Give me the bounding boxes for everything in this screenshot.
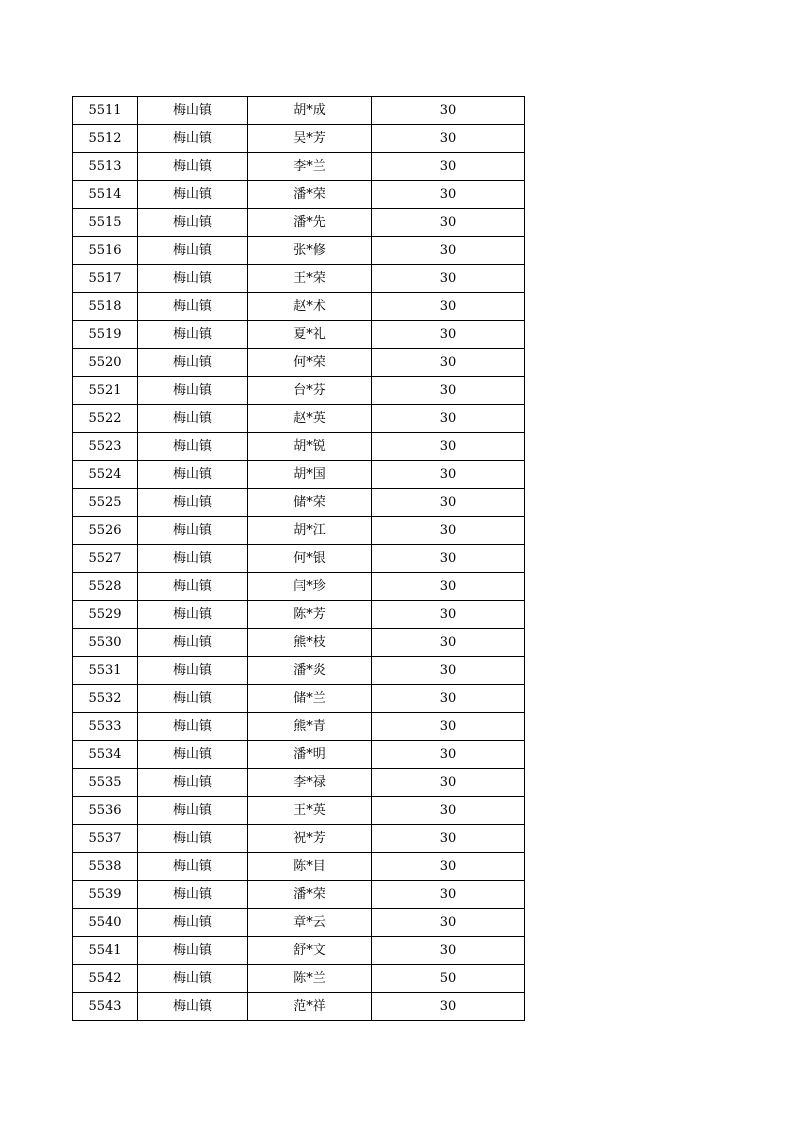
cell-id: 5531	[73, 657, 138, 685]
cell-name: 赵*英	[248, 405, 372, 433]
cell-town: 梅山镇	[138, 937, 248, 965]
table-row	[73, 461, 525, 489]
table-row	[73, 741, 525, 769]
cell-name: 李*禄	[248, 769, 372, 797]
cell-town: 梅山镇	[138, 433, 248, 461]
cell-id: 5530	[73, 629, 138, 657]
cell-id: 5527	[73, 545, 138, 573]
cell-name: 陈*目	[248, 853, 372, 881]
cell-amount: 30	[372, 293, 525, 321]
cell-name: 舒*文	[248, 937, 372, 965]
cell-town: 梅山镇	[138, 993, 248, 1021]
table-row	[73, 209, 525, 237]
cell-amount: 30	[372, 937, 525, 965]
cell-amount: 30	[372, 685, 525, 713]
table-row	[73, 405, 525, 433]
cell-amount: 30	[372, 517, 525, 545]
cell-town: 梅山镇	[138, 125, 248, 153]
cell-town: 梅山镇	[138, 853, 248, 881]
cell-amount: 30	[372, 181, 525, 209]
cell-amount: 30	[372, 797, 525, 825]
cell-name: 潘*明	[248, 741, 372, 769]
cell-town: 梅山镇	[138, 517, 248, 545]
cell-id: 5538	[73, 853, 138, 881]
table-row	[73, 349, 525, 377]
cell-id: 5543	[73, 993, 138, 1021]
cell-id: 5540	[73, 909, 138, 937]
cell-name: 胡*锐	[248, 433, 372, 461]
cell-town: 梅山镇	[138, 657, 248, 685]
cell-town: 梅山镇	[138, 321, 248, 349]
cell-town: 梅山镇	[138, 97, 248, 125]
cell-amount: 30	[372, 741, 525, 769]
cell-town: 梅山镇	[138, 797, 248, 825]
cell-name: 潘*荣	[248, 881, 372, 909]
cell-amount: 30	[372, 881, 525, 909]
cell-amount: 30	[372, 825, 525, 853]
cell-name: 储*荣	[248, 489, 372, 517]
table-row	[73, 881, 525, 909]
cell-id: 5524	[73, 461, 138, 489]
cell-town: 梅山镇	[138, 349, 248, 377]
cell-town: 梅山镇	[138, 237, 248, 265]
cell-name: 胡*江	[248, 517, 372, 545]
cell-amount: 30	[372, 461, 525, 489]
table-row	[73, 433, 525, 461]
cell-town: 梅山镇	[138, 601, 248, 629]
cell-amount: 30	[372, 489, 525, 517]
cell-name: 何*荣	[248, 349, 372, 377]
cell-id: 5518	[73, 293, 138, 321]
cell-town: 梅山镇	[138, 545, 248, 573]
table-row	[73, 853, 525, 881]
cell-name: 闫*珍	[248, 573, 372, 601]
cell-amount: 30	[372, 265, 525, 293]
cell-id: 5514	[73, 181, 138, 209]
cell-name: 祝*芳	[248, 825, 372, 853]
cell-town: 梅山镇	[138, 965, 248, 993]
cell-name: 范*祥	[248, 993, 372, 1021]
cell-name: 熊*青	[248, 713, 372, 741]
table-row	[73, 181, 525, 209]
table-row	[73, 713, 525, 741]
cell-id: 5539	[73, 881, 138, 909]
cell-town: 梅山镇	[138, 377, 248, 405]
cell-id: 5537	[73, 825, 138, 853]
table-row	[73, 797, 525, 825]
cell-name: 王*英	[248, 797, 372, 825]
cell-amount: 30	[372, 545, 525, 573]
cell-name: 赵*术	[248, 293, 372, 321]
table-row	[73, 489, 525, 517]
cell-id: 5535	[73, 769, 138, 797]
cell-id: 5520	[73, 349, 138, 377]
cell-id: 5511	[73, 97, 138, 125]
table-row	[73, 769, 525, 797]
cell-name: 潘*荣	[248, 181, 372, 209]
cell-town: 梅山镇	[138, 293, 248, 321]
cell-town: 梅山镇	[138, 265, 248, 293]
table-row	[73, 293, 525, 321]
cell-name: 胡*成	[248, 97, 372, 125]
cell-town: 梅山镇	[138, 461, 248, 489]
table-row	[73, 321, 525, 349]
cell-name: 何*银	[248, 545, 372, 573]
cell-amount: 30	[372, 629, 525, 657]
cell-name: 台*芬	[248, 377, 372, 405]
cell-id: 5512	[73, 125, 138, 153]
table-row	[73, 265, 525, 293]
cell-town: 梅山镇	[138, 713, 248, 741]
cell-town: 梅山镇	[138, 181, 248, 209]
cell-amount: 30	[372, 573, 525, 601]
cell-name: 胡*国	[248, 461, 372, 489]
cell-amount: 30	[372, 125, 525, 153]
cell-name: 章*云	[248, 909, 372, 937]
cell-name: 陈*兰	[248, 965, 372, 993]
table-row	[73, 825, 525, 853]
cell-id: 5541	[73, 937, 138, 965]
table-row	[73, 629, 525, 657]
table-row	[73, 237, 525, 265]
table-row	[73, 545, 525, 573]
cell-town: 梅山镇	[138, 741, 248, 769]
cell-town: 梅山镇	[138, 573, 248, 601]
cell-id: 5528	[73, 573, 138, 601]
cell-amount: 30	[372, 237, 525, 265]
cell-town: 梅山镇	[138, 153, 248, 181]
cell-id: 5515	[73, 209, 138, 237]
data-table	[72, 96, 525, 1021]
table-row	[73, 97, 525, 125]
cell-town: 梅山镇	[138, 629, 248, 657]
cell-id: 5534	[73, 741, 138, 769]
cell-name: 夏*礼	[248, 321, 372, 349]
cell-town: 梅山镇	[138, 489, 248, 517]
table-row	[73, 937, 525, 965]
cell-id: 5529	[73, 601, 138, 629]
table-row	[73, 573, 525, 601]
cell-amount: 30	[372, 713, 525, 741]
cell-amount: 30	[372, 769, 525, 797]
cell-id: 5522	[73, 405, 138, 433]
cell-amount: 30	[372, 153, 525, 181]
cell-id: 5542	[73, 965, 138, 993]
table-row	[73, 657, 525, 685]
table-row	[73, 153, 525, 181]
cell-town: 梅山镇	[138, 769, 248, 797]
cell-town: 梅山镇	[138, 825, 248, 853]
cell-name: 储*兰	[248, 685, 372, 713]
cell-amount: 30	[372, 209, 525, 237]
cell-amount: 30	[372, 97, 525, 125]
cell-town: 梅山镇	[138, 909, 248, 937]
cell-amount: 30	[372, 405, 525, 433]
cell-name: 吴*芳	[248, 125, 372, 153]
cell-id: 5516	[73, 237, 138, 265]
cell-town: 梅山镇	[138, 881, 248, 909]
table-row	[73, 601, 525, 629]
cell-id: 5525	[73, 489, 138, 517]
cell-amount: 30	[372, 853, 525, 881]
cell-id: 5536	[73, 797, 138, 825]
cell-id: 5517	[73, 265, 138, 293]
cell-amount: 50	[372, 965, 525, 993]
cell-id: 5513	[73, 153, 138, 181]
cell-amount: 30	[372, 349, 525, 377]
cell-id: 5532	[73, 685, 138, 713]
cell-name: 熊*枝	[248, 629, 372, 657]
cell-amount: 30	[372, 601, 525, 629]
cell-amount: 30	[372, 433, 525, 461]
cell-name: 王*荣	[248, 265, 372, 293]
cell-id: 5523	[73, 433, 138, 461]
table-body	[73, 97, 525, 1021]
cell-amount: 30	[372, 909, 525, 937]
cell-name: 潘*炎	[248, 657, 372, 685]
table-row	[73, 377, 525, 405]
cell-id: 5519	[73, 321, 138, 349]
table-row	[73, 965, 525, 993]
cell-name: 李*兰	[248, 153, 372, 181]
cell-name: 潘*先	[248, 209, 372, 237]
cell-amount: 30	[372, 321, 525, 349]
cell-amount: 30	[372, 657, 525, 685]
table-row	[73, 993, 525, 1021]
cell-id: 5521	[73, 377, 138, 405]
cell-amount: 30	[372, 377, 525, 405]
cell-name: 张*修	[248, 237, 372, 265]
table-row	[73, 685, 525, 713]
table-row	[73, 125, 525, 153]
cell-town: 梅山镇	[138, 685, 248, 713]
cell-id: 5533	[73, 713, 138, 741]
table-row	[73, 909, 525, 937]
cell-town: 梅山镇	[138, 209, 248, 237]
cell-amount: 30	[372, 993, 525, 1021]
cell-name: 陈*芳	[248, 601, 372, 629]
cell-town: 梅山镇	[138, 405, 248, 433]
table-row	[73, 517, 525, 545]
cell-id: 5526	[73, 517, 138, 545]
